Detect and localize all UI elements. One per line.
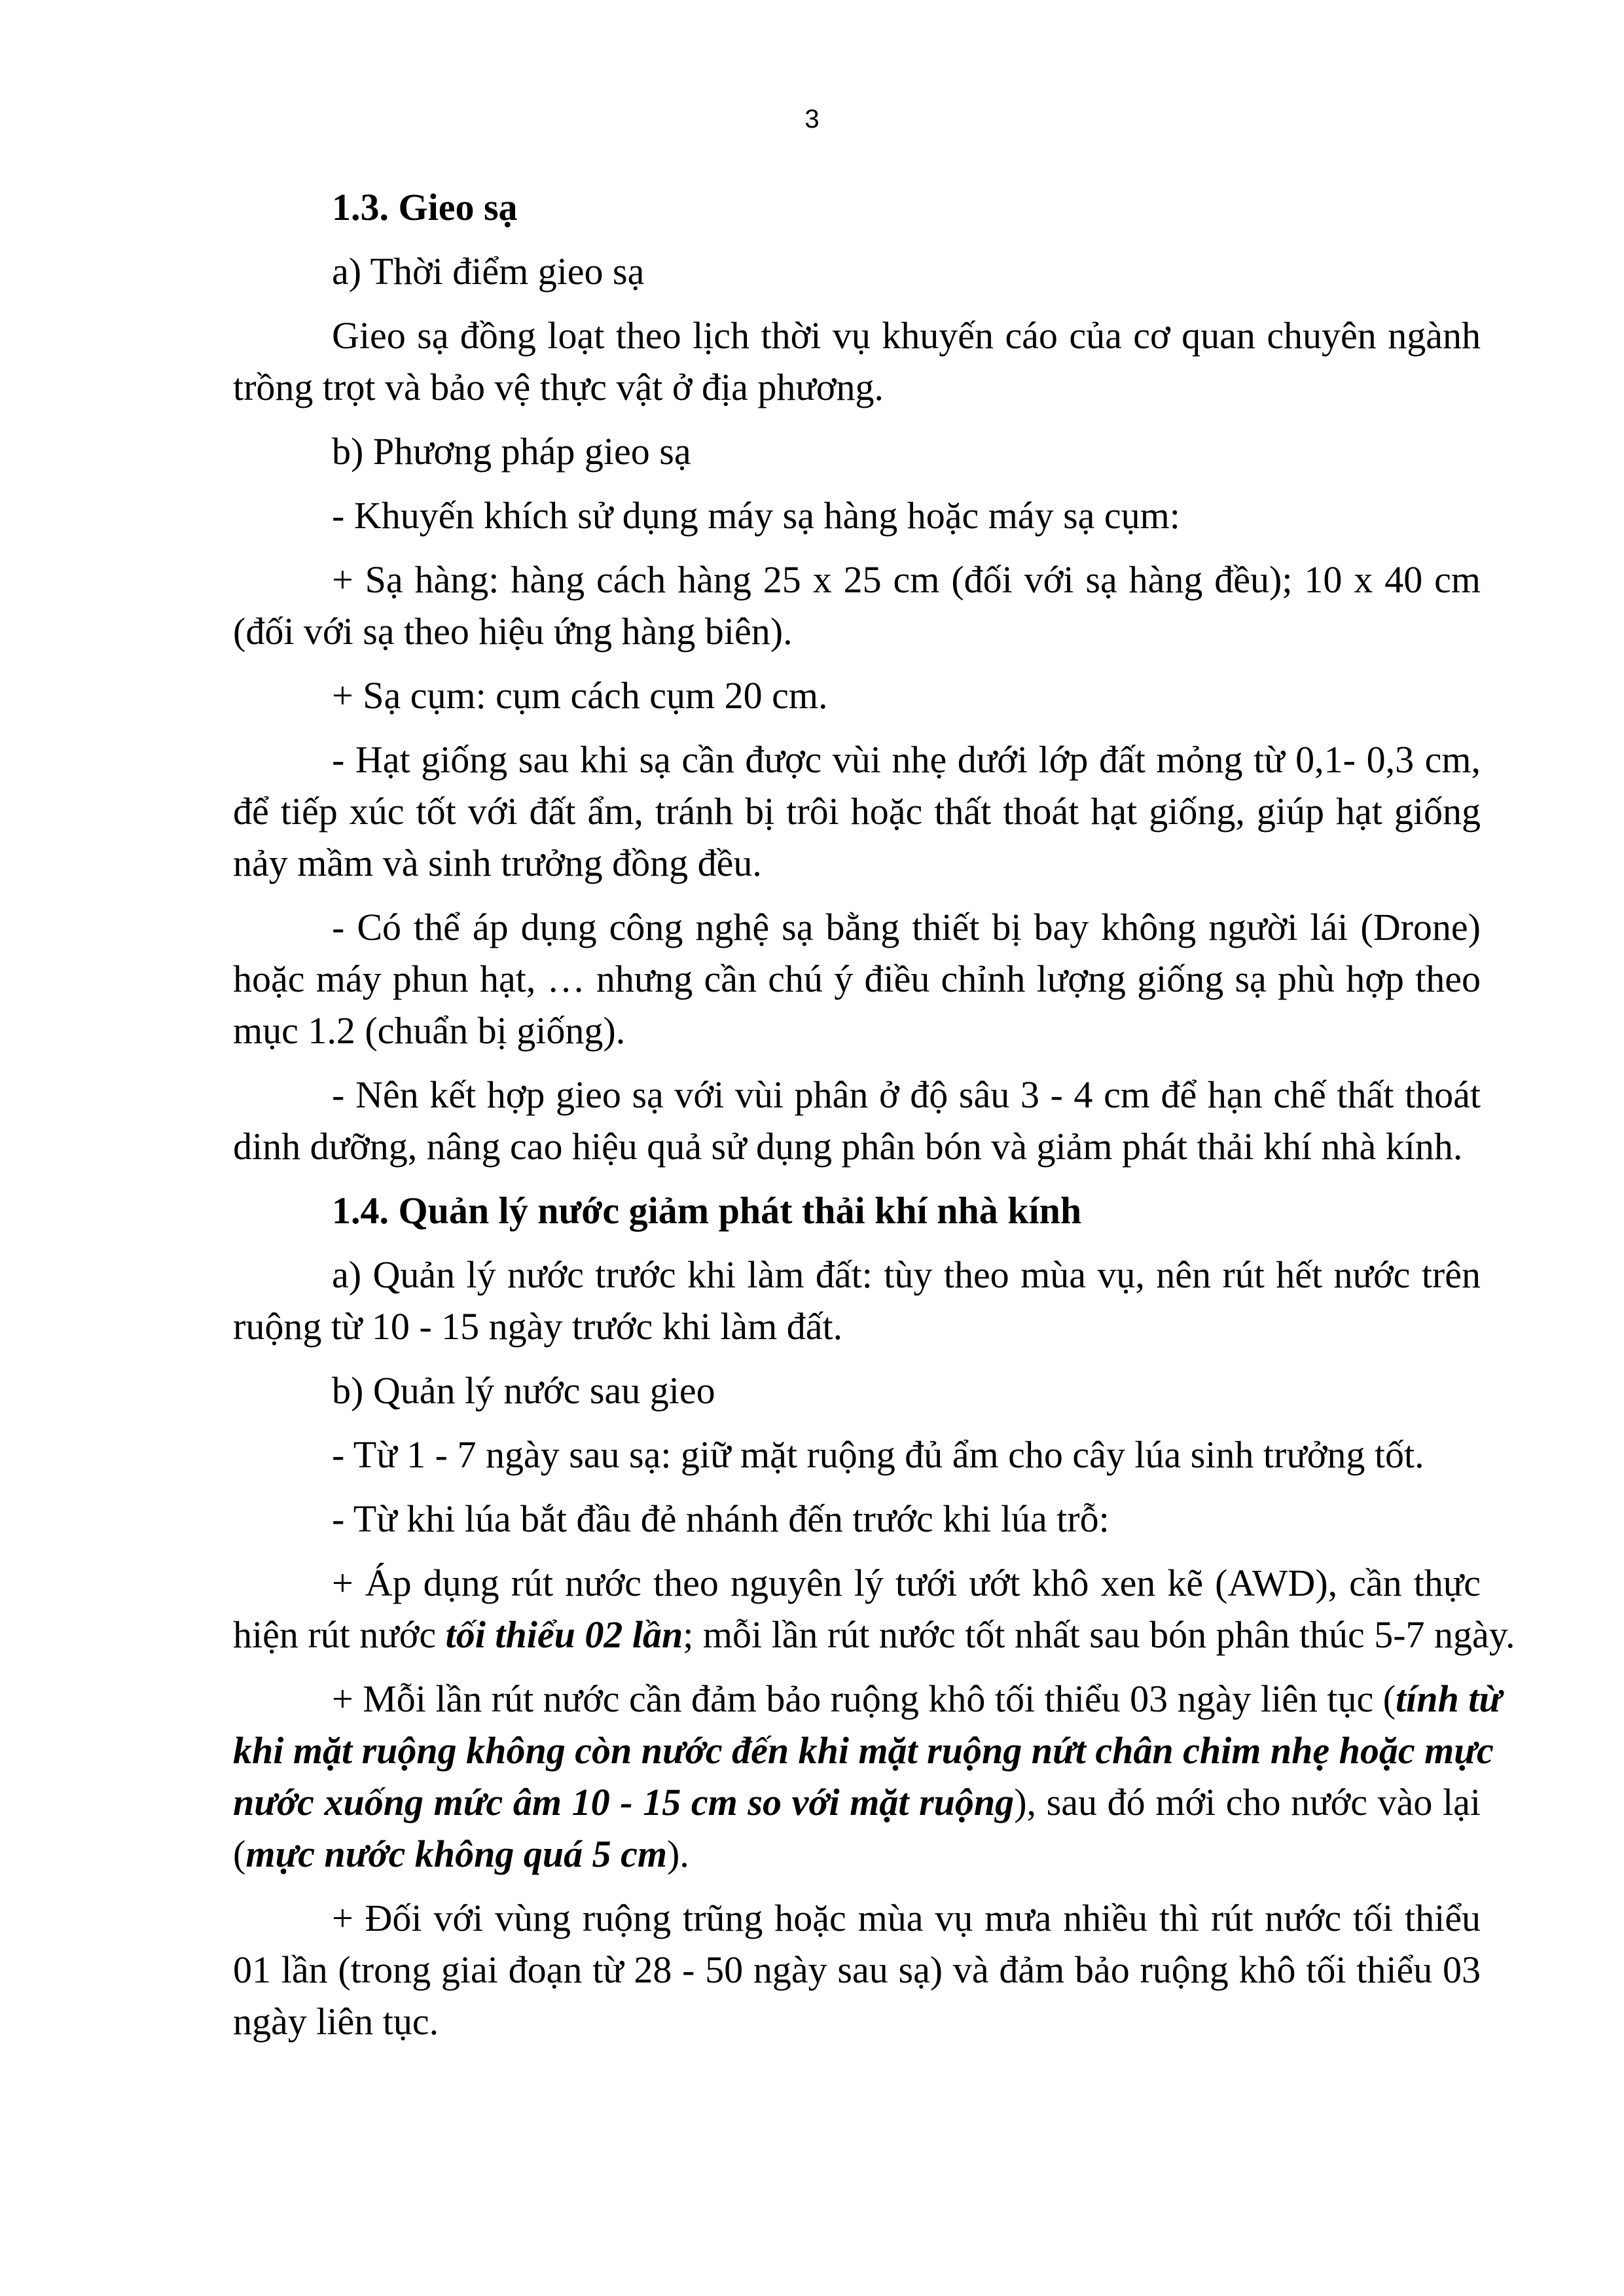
text-line xyxy=(233,1429,1481,1480)
paragraph xyxy=(233,670,1481,721)
paragraph xyxy=(233,1429,1481,1480)
text-run: + Đối với vùng ruộng trũng hoặc mùa vụ mưa nhiều thì rút nước tối thiểu xyxy=(332,1897,1481,1939)
text-line xyxy=(233,1996,1481,2047)
text-line xyxy=(233,1300,1481,1352)
text-line xyxy=(233,361,1481,413)
text-line xyxy=(233,1557,1481,1609)
text-run: ; mỗi lần rút nước tốt nhất sau bón phân thúc 5-7 ngày. xyxy=(683,1613,1515,1656)
text-line xyxy=(233,181,1481,233)
text-line xyxy=(233,1005,1481,1056)
text-line xyxy=(233,837,1481,889)
text-run: + Áp dụng rút nước theo nguyên lý tưới ướt khô xen kẽ (AWD), cần thực xyxy=(332,1562,1481,1604)
emphasis-text: 1.4. Quản lý nước giảm phát thải khí nhà kính xyxy=(332,1189,1082,1232)
text-line xyxy=(233,901,1481,953)
text-line xyxy=(233,1365,1481,1416)
paragraph xyxy=(233,425,1481,477)
emphasis-text: nước xuống mức âm 10 - 15 cm so với mặt ruộng xyxy=(233,1781,1015,1823)
section-heading xyxy=(233,1185,1481,1236)
text-run: - Từ 1 - 7 ngày sau sạ: giữ mặt ruộng đủ ẩm cho cây lúa sinh trưởng tốt. xyxy=(332,1433,1424,1476)
text-line xyxy=(233,953,1481,1005)
text-line xyxy=(233,1776,1481,1828)
text-run: nảy mầm và sinh trưởng đồng đều. xyxy=(233,842,762,884)
text-run: dinh dưỡng, nâng cao hiệu quả sử dụng phân bón và giảm phát thải khí nhà kính. xyxy=(233,1125,1463,1168)
text-run: a) Quản lý nước trước khi làm đất: tùy theo mùa vụ, nên rút hết nước trên xyxy=(332,1253,1481,1296)
page-number: 3 xyxy=(804,105,820,134)
section-heading xyxy=(233,181,1481,233)
text-run: hiện rút nước xyxy=(233,1613,446,1656)
text-run: Gieo sạ đồng loạt theo lịch thời vụ khuyến cáo của cơ quan chuyên ngành xyxy=(332,314,1481,357)
text-line xyxy=(233,605,1481,657)
document-body xyxy=(233,181,1515,2060)
text-run: - Nên kết hợp gieo sạ với vùi phân ở độ sâu 3 - 4 cm để hạn chế thất thoát xyxy=(332,1073,1481,1116)
text-run: b) Quản lý nước sau gieo xyxy=(332,1369,715,1412)
paragraph xyxy=(233,1892,1481,2047)
text-line xyxy=(233,554,1481,605)
text-run: a) Thời điểm gieo sạ xyxy=(332,250,645,293)
text-run: - Khuyến khích sử dụng máy sạ hàng hoặc máy sạ cụm: xyxy=(332,494,1180,537)
text-run: ( xyxy=(233,1833,246,1875)
text-line xyxy=(233,1069,1481,1121)
text-run: + Sạ cụm: cụm cách cụm 20 cm. xyxy=(332,674,828,717)
text-run: hoặc máy phun hạt, … nhưng cần chú ý điều chỉnh lượng giống sạ phù hợp theo xyxy=(233,958,1481,1000)
paragraph xyxy=(233,1249,1481,1352)
text-run: ), sau đó mới cho nước vào lại xyxy=(1014,1781,1481,1823)
text-run: (đối với sạ theo hiệu ứng hàng biên). xyxy=(233,610,793,653)
paragraph xyxy=(233,901,1481,1056)
text-line xyxy=(233,1121,1481,1172)
text-line xyxy=(233,1944,1481,1996)
text-run: - Hạt giống sau khi sạ cần được vùi nhẹ dưới lớp đất mỏng từ 0,1- 0,3 cm, xyxy=(332,738,1481,781)
text-run: + Sạ hàng: hàng cách hàng 25 x 25 cm (đối với sạ hàng đều); 10 x 40 cm xyxy=(332,558,1481,601)
text-run: b) Phương pháp gieo sạ xyxy=(332,430,691,473)
text-run: trồng trọt và bảo vệ thực vật ở địa phương. xyxy=(233,366,884,408)
paragraph xyxy=(233,1557,1515,1660)
paragraph xyxy=(233,734,1481,889)
emphasis-text: 1.3. Gieo sạ xyxy=(332,186,518,228)
text-line xyxy=(233,1493,1481,1545)
text-line xyxy=(233,1609,1515,1660)
paragraph xyxy=(233,245,1481,297)
text-line xyxy=(233,785,1481,837)
text-line xyxy=(233,425,1481,477)
text-run: ). xyxy=(666,1833,689,1875)
emphasis-text: mực nước không quá 5 cm xyxy=(245,1833,667,1875)
paragraph xyxy=(233,1493,1481,1545)
text-line xyxy=(233,734,1481,785)
text-line xyxy=(233,670,1481,721)
text-line xyxy=(233,310,1481,361)
text-line xyxy=(233,490,1481,541)
paragraph xyxy=(233,490,1481,541)
text-line xyxy=(233,1892,1481,1944)
text-line xyxy=(233,245,1481,297)
emphasis-text: khi mặt ruộng không còn nước đến khi mặt ruộng nứt chân chim nhẹ hoặc mực xyxy=(233,1729,1494,1772)
text-run: - Từ khi lúa bắt đầu đẻ nhánh đến trước khi lúa trỗ: xyxy=(332,1498,1110,1540)
text-run: 01 lần (trong giai đoạn từ 28 - 50 ngày sau sạ) và đảm bảo ruộng khô tối thiểu 03 xyxy=(233,1948,1481,1991)
text-run: mục 1.2 (chuẩn bị giống). xyxy=(233,1009,626,1052)
text-line xyxy=(233,1249,1481,1300)
paragraph xyxy=(233,1365,1481,1416)
paragraph xyxy=(233,1673,1502,1880)
emphasis-text: tính từ xyxy=(1396,1677,1502,1720)
text-line xyxy=(233,1185,1481,1236)
text-run: - Có thể áp dụng công nghệ sạ bằng thiết bị bay không người lái (Drone) xyxy=(332,906,1481,948)
text-line xyxy=(233,1828,1481,1880)
text-line xyxy=(233,1673,1502,1725)
text-line xyxy=(233,1725,1494,1776)
text-run: + Mỗi lần rút nước cần đảm bảo ruộng khô tối thiểu 03 ngày liên tục ( xyxy=(332,1677,1396,1720)
paragraph xyxy=(233,554,1481,657)
paragraph xyxy=(233,310,1481,413)
text-run: ngày liên tục. xyxy=(233,2000,439,2043)
text-run: để tiếp xúc tốt với đất ẩm, tránh bị trôi hoặc thất thoát hạt giống, giúp hạt giống xyxy=(233,790,1481,833)
text-run: ruộng từ 10 - 15 ngày trước khi làm đất. xyxy=(233,1305,843,1348)
emphasis-text: tối thiểu 02 lần xyxy=(445,1613,683,1656)
paragraph xyxy=(233,1069,1481,1172)
